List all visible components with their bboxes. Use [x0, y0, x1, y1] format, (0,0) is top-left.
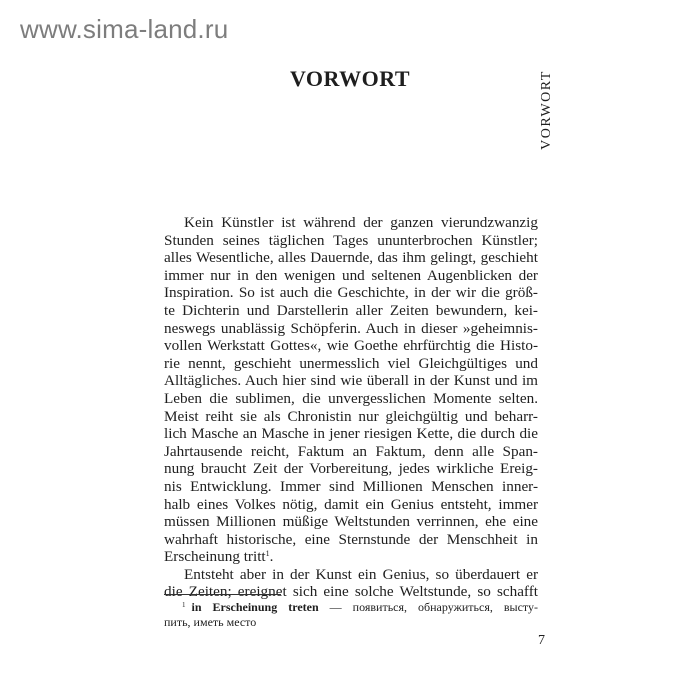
running-header [537, 70, 557, 150]
running-header-text: VORWORT [539, 70, 554, 150]
body-line: vollen Werkstatt Gottes«, wie Goethe ehrfürchtig die Histo- [164, 337, 538, 355]
body-line: Inspiration. So ist auch die Geschichte, in der wir die größ- [164, 284, 538, 302]
footnote-marker: 1 [182, 601, 186, 609]
body-line: te Dichterin und Darstellerin aller Zeiten bewundern, kei- [164, 301, 538, 319]
body-line: Meist reiht sie als Chronistin nur gleichgültig und beharr- [164, 407, 538, 425]
body-line: lich Masche an Masche in jener riesigen Kette, die durch die [164, 425, 538, 443]
body-line: halb eines Volkes nötig, damit ein Genius entsteht, immer [164, 495, 538, 513]
body-line: rie nennt, geschieht unermesslich viel Gleichgültiges und [164, 354, 538, 372]
footnote-reference: 1 [265, 549, 270, 559]
footnote-definition: — появиться, обнаружиться, высту- [318, 600, 538, 614]
footnote-divider [164, 594, 281, 595]
body-line: nung braucht Zeit der Vorbereitung, jedes wirkliche Ereig- [164, 460, 538, 478]
body-line: Erscheinung tritt$^1$. [164, 548, 274, 566]
body-line: Entsteht aber in der Kunst ein Genius, so überdauert er [184, 565, 538, 583]
page-title: VORWORT [289, 66, 411, 91]
body-line: Jahrtausende reicht, Faktum an Faktum, denn alle Span- [164, 442, 538, 460]
body-line: Kein Künstler ist während der ganzen vierundzwanzig [184, 214, 538, 231]
body-line-text: Erscheinung tritt [164, 548, 266, 566]
body-line: nis Entwicklung. Immer sind Millionen Menschen inner- [164, 477, 538, 495]
footnote-term: in Erscheinung treten [191, 600, 319, 614]
body-line: müssen Millionen müßige Weltstunden verrinnen, ehe eine [164, 513, 538, 531]
body-line: neswegs unablässig Schöpferin. Auch in dieser »geheimnis- [164, 319, 538, 337]
body-line: wahrhaft historische, eine Sternstunde der Menschheit in [164, 530, 538, 548]
footnote-line: пить, иметь место [164, 615, 257, 629]
body-line: Leben die sublimen, die unvergesslichen Momente selten. [164, 389, 538, 407]
watermark: www.sima-land.ru [20, 14, 229, 44]
footnote [164, 600, 538, 630]
page-number: 7 [538, 633, 545, 648]
body-line: alles Wesentliche, alles Dauernde, das ihm gelingt, geschieht [164, 249, 538, 267]
body-line: Alltägliches. Auch hier sind wie überall in der Kunst und im [164, 372, 538, 390]
body-line: immer nur in den wenigen und seltenen Augenblicken der [164, 266, 538, 284]
footnote-line [164, 600, 538, 615]
body-line: die Zeiten; ereignet sich eine solche Weltstunde, so schafft [164, 583, 538, 601]
body-line: Stunden seines täglichen Tages ununterbrochen Künstler; [164, 231, 538, 249]
body-text [164, 214, 538, 601]
